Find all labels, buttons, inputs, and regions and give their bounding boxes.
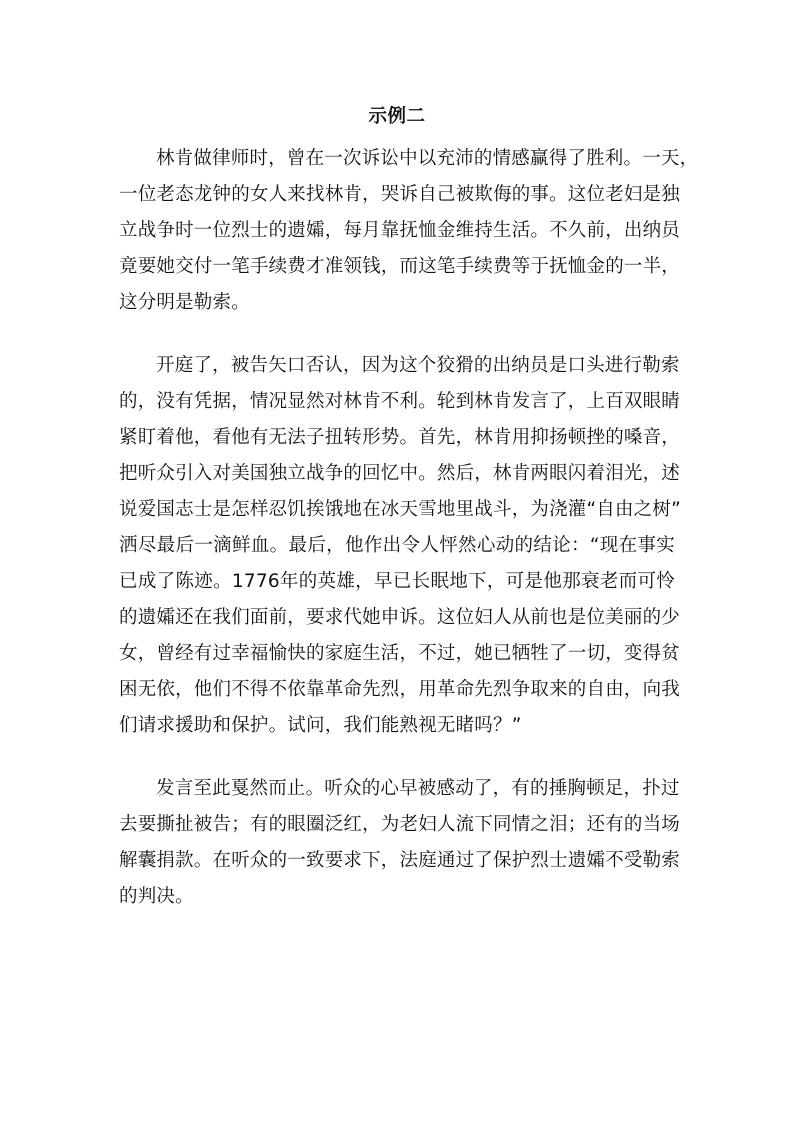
text-line: 困无依，他们不得不依靠革命先烈，用革命先烈争取来的自由，向我 (119, 679, 681, 700)
document-title: 示例二 (368, 106, 426, 127)
text-line: 紧盯着他，看他有无法子扭转形势。首先，林肯用抑扬顿挫的嗓音， (119, 427, 681, 448)
text-line: 已成了陈迹。1776年的英雄，早已长眠地下，可是他那衰老而可怜 (119, 571, 675, 592)
text-line: 林肯做律师时，曾在一次诉讼中以充沛的情感赢得了胜利。一天， (156, 148, 699, 169)
text-line: 开庭了，被告矢口否认，因为这个狡猾的出纳员是口头进行勒索 (156, 355, 680, 376)
text-line: 一位老态龙钟的女人来找林肯，哭诉自己被欺侮的事。这位老妇是独 (119, 184, 681, 205)
text-line: 去要撕扯被告；有的眼圈泛红，为老妇人流下同情之泪；还有的当场 (119, 814, 681, 835)
text-line: 解囊捐款。在听众的一致要求下，法庭通过了保护烈士遗孀不受勒索 (119, 850, 681, 871)
text-line: 立战争时一位烈士的遗孀，每月靠抚恤金维持生活。不久前，出纳员 (119, 220, 681, 241)
text-line: 女，曾经有过幸福愉快的家庭生活，不过，她已牺牲了一切，变得贫 (119, 643, 681, 664)
text-line: 的判决。 (119, 886, 194, 907)
text-line: 们请求援助和保护。试问，我们能熟视无睹吗？” (119, 715, 522, 736)
text-line: 的，没有凭据，情况显然对林肯不利。轮到林肯发言了，上百双眼睛 (119, 391, 681, 412)
text-line: 这分明是勒索。 (119, 292, 250, 313)
text-line: 的遗孀还在我们面前，要求代她申诉。这位妇人从前也是位美丽的少 (119, 607, 681, 628)
text-line: 发言至此戛然而止。听众的心早被感动了，有的捶胸顿足，扑过 (156, 778, 680, 799)
text-line: 洒尽最后一滴鲜血。最后，他作出令人怦然心动的结论：“现在事实 (119, 535, 675, 556)
text-line: 竟要她交付一笔手续费才准领钱，而这笔手续费等于抚恤金的一半， (119, 256, 681, 277)
text-line: 把听众引入对美国独立战争的回忆中。然后，林肯两眼闪着泪光，述 (119, 463, 681, 484)
text-line: 说爱国志士是怎样忍饥挨饿地在冰天雪地里战斗，为浇灌“自由之树” (119, 499, 681, 520)
